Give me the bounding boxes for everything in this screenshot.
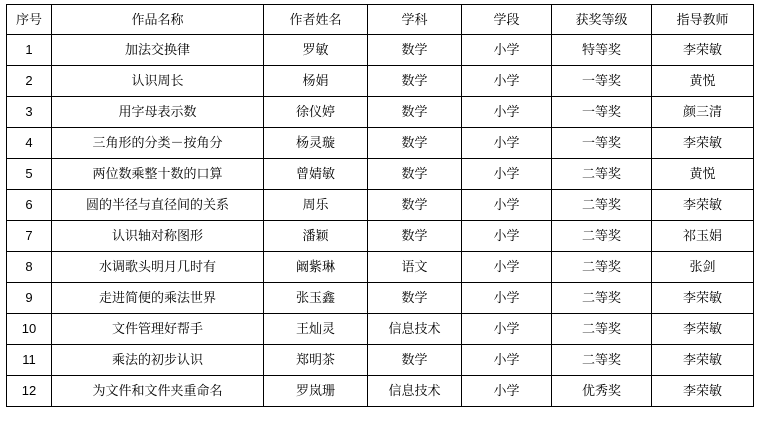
cell-subject: 数学 — [368, 97, 462, 128]
cell-stage: 小学 — [462, 345, 552, 376]
cell-level: 优秀奖 — [552, 376, 652, 407]
column-header-level: 获奖等级 — [552, 5, 652, 35]
cell-title: 加法交换律 — [52, 35, 264, 66]
cell-level: 二等奖 — [552, 221, 652, 252]
table-header-row — [7, 5, 754, 35]
cell-teacher: 张剑 — [652, 252, 754, 283]
cell-author: 周乐 — [264, 190, 368, 221]
table-row — [7, 66, 754, 97]
cell-author: 阚紫琳 — [264, 252, 368, 283]
cell-author: 王灿灵 — [264, 314, 368, 345]
cell-title: 文件管理好帮手 — [52, 314, 264, 345]
table-row — [7, 190, 754, 221]
cell-teacher: 颜三清 — [652, 97, 754, 128]
cell-teacher: 李荣敏 — [652, 345, 754, 376]
cell-author: 罗敏 — [264, 35, 368, 66]
cell-author: 罗岚珊 — [264, 376, 368, 407]
cell-stage: 小学 — [462, 283, 552, 314]
cell-stage: 小学 — [462, 159, 552, 190]
cell-stage: 小学 — [462, 252, 552, 283]
table-header — [7, 5, 754, 35]
table-row — [7, 97, 754, 128]
cell-title: 三角形的分类－按角分 — [52, 128, 264, 159]
cell-index: 3 — [7, 97, 52, 128]
cell-teacher: 李荣敏 — [652, 128, 754, 159]
column-header-subject: 学科 — [368, 5, 462, 35]
table-row — [7, 345, 754, 376]
cell-stage: 小学 — [462, 190, 552, 221]
cell-teacher: 黄悦 — [652, 159, 754, 190]
cell-index: 2 — [7, 66, 52, 97]
cell-title: 水调歌头明月几时有 — [52, 252, 264, 283]
cell-subject: 数学 — [368, 128, 462, 159]
cell-subject: 数学 — [368, 159, 462, 190]
cell-teacher: 李荣敏 — [652, 283, 754, 314]
column-header-author: 作者姓名 — [264, 5, 368, 35]
cell-author: 杨灵璇 — [264, 128, 368, 159]
cell-index: 9 — [7, 283, 52, 314]
cell-author: 徐仪婷 — [264, 97, 368, 128]
cell-subject: 数学 — [368, 190, 462, 221]
cell-author: 曾婧敏 — [264, 159, 368, 190]
table-row — [7, 314, 754, 345]
award-table — [6, 4, 754, 407]
column-header-teacher: 指导教师 — [652, 5, 754, 35]
cell-stage: 小学 — [462, 376, 552, 407]
cell-subject: 语文 — [368, 252, 462, 283]
cell-stage: 小学 — [462, 97, 552, 128]
cell-level: 一等奖 — [552, 66, 652, 97]
cell-title: 走进简便的乘法世界 — [52, 283, 264, 314]
cell-index: 8 — [7, 252, 52, 283]
cell-level: 二等奖 — [552, 345, 652, 376]
cell-stage: 小学 — [462, 314, 552, 345]
cell-title: 乘法的初步认识 — [52, 345, 264, 376]
cell-stage: 小学 — [462, 35, 552, 66]
cell-subject: 数学 — [368, 221, 462, 252]
table-row — [7, 283, 754, 314]
cell-author: 郑明茶 — [264, 345, 368, 376]
cell-index: 1 — [7, 35, 52, 66]
cell-level: 一等奖 — [552, 97, 652, 128]
cell-author: 张玉鑫 — [264, 283, 368, 314]
cell-author: 潘颖 — [264, 221, 368, 252]
cell-index: 12 — [7, 376, 52, 407]
cell-title: 认识周长 — [52, 66, 264, 97]
cell-author: 杨娟 — [264, 66, 368, 97]
cell-subject: 数学 — [368, 35, 462, 66]
cell-title: 用字母表示数 — [52, 97, 264, 128]
table-row — [7, 128, 754, 159]
cell-teacher: 李荣敏 — [652, 376, 754, 407]
table-row — [7, 252, 754, 283]
table-row — [7, 35, 754, 66]
column-header-title: 作品名称 — [52, 5, 264, 35]
cell-title: 认识轴对称图形 — [52, 221, 264, 252]
cell-level: 二等奖 — [552, 252, 652, 283]
cell-subject: 数学 — [368, 66, 462, 97]
column-header-index: 序号 — [7, 5, 52, 35]
table-row — [7, 221, 754, 252]
cell-stage: 小学 — [462, 221, 552, 252]
cell-index: 11 — [7, 345, 52, 376]
table-row — [7, 159, 754, 190]
cell-subject: 数学 — [368, 345, 462, 376]
cell-title: 为文件和文件夹重命名 — [52, 376, 264, 407]
cell-level: 二等奖 — [552, 159, 652, 190]
cell-level: 一等奖 — [552, 128, 652, 159]
cell-index: 10 — [7, 314, 52, 345]
cell-level: 二等奖 — [552, 190, 652, 221]
cell-index: 5 — [7, 159, 52, 190]
cell-level: 二等奖 — [552, 283, 652, 314]
cell-title: 两位数乘整十数的口算 — [52, 159, 264, 190]
cell-subject: 数学 — [368, 283, 462, 314]
cell-title: 圆的半径与直径间的关系 — [52, 190, 264, 221]
cell-level: 二等奖 — [552, 314, 652, 345]
cell-teacher: 祁玉娟 — [652, 221, 754, 252]
cell-level: 特等奖 — [552, 35, 652, 66]
table-row — [7, 376, 754, 407]
cell-stage: 小学 — [462, 66, 552, 97]
cell-subject: 信息技术 — [368, 314, 462, 345]
table-body — [7, 35, 754, 407]
cell-teacher: 李荣敏 — [652, 314, 754, 345]
cell-index: 4 — [7, 128, 52, 159]
cell-teacher: 黄悦 — [652, 66, 754, 97]
cell-index: 7 — [7, 221, 52, 252]
cell-index: 6 — [7, 190, 52, 221]
cell-stage: 小学 — [462, 128, 552, 159]
cell-subject: 信息技术 — [368, 376, 462, 407]
cell-teacher: 李荣敏 — [652, 190, 754, 221]
cell-teacher: 李荣敏 — [652, 35, 754, 66]
column-header-stage: 学段 — [462, 5, 552, 35]
